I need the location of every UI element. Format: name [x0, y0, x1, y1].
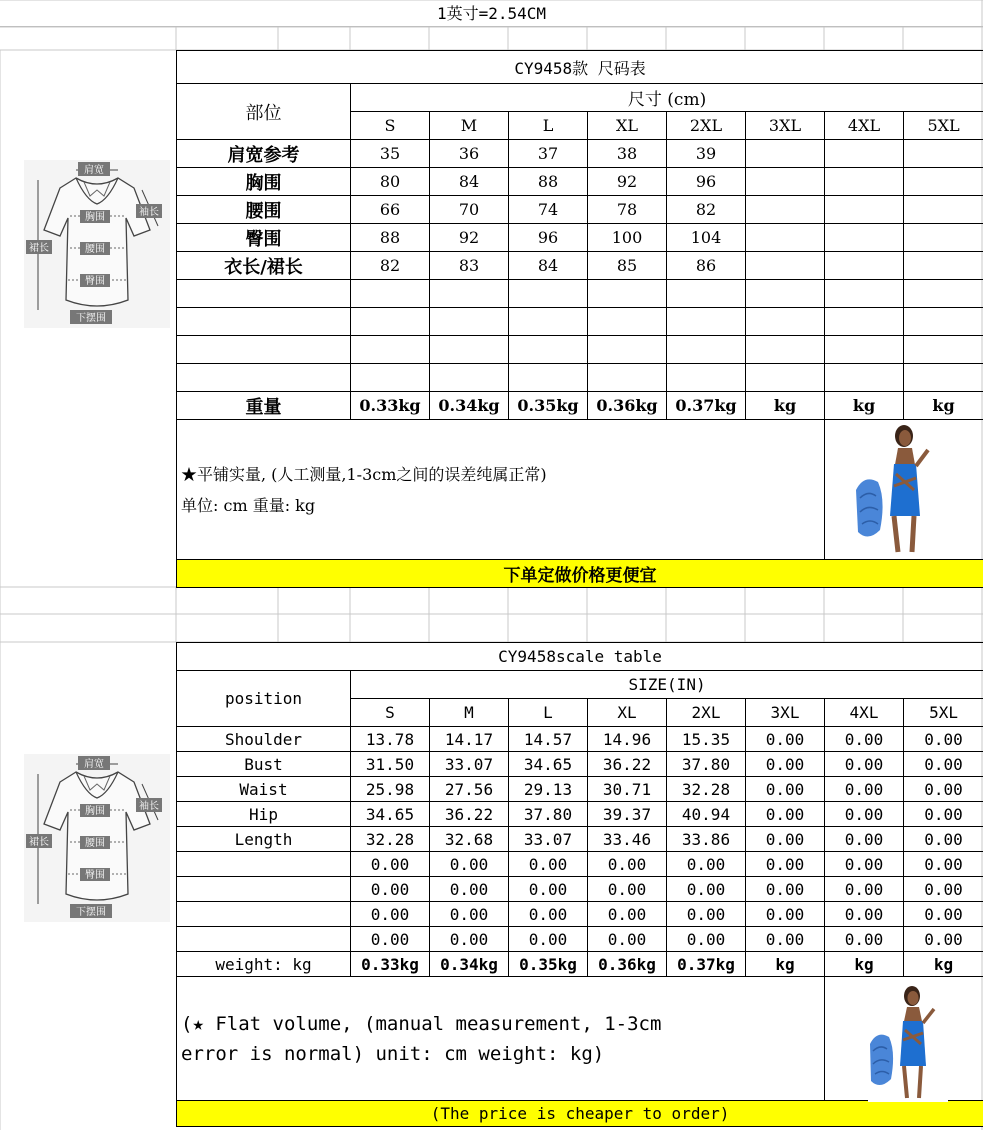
weight-cell: 0.33kg — [351, 952, 430, 977]
weight-cell: 0.36kg — [588, 392, 667, 420]
table-cell: 0.00 — [904, 752, 983, 777]
table-cell: 0.00 — [509, 877, 588, 902]
table-cell — [904, 252, 983, 280]
table-cell: 0.00 — [509, 852, 588, 877]
row-label — [177, 927, 351, 952]
row-label: Bust — [177, 752, 351, 777]
table-cell: 25.98 — [351, 777, 430, 802]
table-cell: 0.00 — [904, 927, 983, 952]
table-cell: 88 — [509, 168, 588, 196]
table-row — [177, 140, 983, 168]
table-cell: 36 — [430, 140, 509, 168]
weight-cell: kg — [904, 392, 983, 420]
table-cell — [825, 252, 904, 280]
table-cell: 32.28 — [667, 777, 746, 802]
weight-cell: kg — [825, 392, 904, 420]
table-cell: 0.00 — [351, 852, 430, 877]
weight-label: 重量 — [177, 392, 351, 420]
row-label — [177, 852, 351, 877]
table-cell: 0.00 — [667, 852, 746, 877]
table-cell: 0.00 — [588, 852, 667, 877]
diagram-label: 肩宽 — [84, 165, 104, 176]
table-cell: 0.00 — [588, 927, 667, 952]
table-cell: 0.00 — [667, 927, 746, 952]
weight-cell: 0.34kg — [430, 952, 509, 977]
table-cell: 14.17 — [430, 727, 509, 752]
diagram-label: 袖长 — [139, 207, 159, 218]
size-col-header: XL — [588, 699, 667, 727]
table-cell: 14.57 — [509, 727, 588, 752]
table-cell: 0.00 — [825, 827, 904, 852]
table-cell — [904, 168, 983, 196]
diagram-label: 腰围 — [85, 838, 105, 849]
table-cell: 0.00 — [430, 927, 509, 952]
table-cell: 100 — [588, 224, 667, 252]
table-cell: 0.00 — [430, 877, 509, 902]
table-cell: 0.00 — [588, 902, 667, 927]
inch-conversion-note: 1英寸=2.54CM — [0, 0, 983, 27]
table-cell: 37.80 — [667, 752, 746, 777]
weight-cell: kg — [746, 392, 825, 420]
table-cell: 37.80 — [509, 802, 588, 827]
table-cell: 96 — [509, 224, 588, 252]
table-cell: 0.00 — [904, 802, 983, 827]
row-label: 衣长/裙长 — [177, 252, 351, 280]
diagram-label: 下摆围 — [76, 907, 106, 918]
table-row — [177, 224, 983, 252]
table-row — [177, 777, 983, 802]
table-cell: 38 — [588, 140, 667, 168]
table-cell: 15.35 — [667, 727, 746, 752]
table-cell: 82 — [351, 252, 430, 280]
table-cell: 0.00 — [904, 777, 983, 802]
table-row — [177, 752, 983, 777]
table-cell: 0.00 — [667, 902, 746, 927]
size-col-header: 4XL — [825, 699, 904, 727]
table-cell: 0.00 — [351, 927, 430, 952]
weight-cell: 0.37kg — [667, 392, 746, 420]
measurement-note — [177, 977, 825, 1101]
table-cell: 39.37 — [588, 802, 667, 827]
size-col-header: XL — [588, 112, 667, 140]
note-line: 单位: cm 重量: kg — [181, 495, 316, 515]
table-cell: 84 — [430, 168, 509, 196]
table-cell: 0.00 — [746, 827, 825, 852]
table-cell: 0.00 — [825, 802, 904, 827]
table-row — [177, 827, 983, 852]
weight-cell: kg — [825, 952, 904, 977]
table-cell: 32.68 — [430, 827, 509, 852]
table-cell: 0.00 — [509, 927, 588, 952]
table-cell — [904, 196, 983, 224]
note-line: ★平铺实量, (人工测量,1-3cm之间的误差纯属正常) — [181, 464, 547, 484]
table-cell: 0.00 — [746, 802, 825, 827]
row-label — [177, 877, 351, 902]
table-cell: 0.00 — [430, 852, 509, 877]
table-cell: 33.86 — [667, 827, 746, 852]
table-cell: 27.56 — [430, 777, 509, 802]
table-cell: 0.00 — [509, 902, 588, 927]
size-table-en — [176, 642, 983, 1127]
size-col-header: 4XL — [825, 112, 904, 140]
table-row — [177, 927, 983, 952]
measurement-note — [177, 420, 825, 560]
table-cell — [904, 224, 983, 252]
weight-label: weight: kg — [177, 952, 351, 977]
table-cell: 35 — [351, 140, 430, 168]
table-cell — [825, 224, 904, 252]
table-cell: 0.00 — [904, 877, 983, 902]
position-header: position — [177, 671, 351, 727]
table-row — [177, 802, 983, 827]
row-label: Waist — [177, 777, 351, 802]
table-cell: 33.07 — [509, 827, 588, 852]
table-cell: 70 — [430, 196, 509, 224]
table-cell: 85 — [588, 252, 667, 280]
size-header: SIZE(IN) — [351, 671, 983, 699]
size-col-header: L — [509, 699, 588, 727]
table-title: CY9458款 尺码表 — [177, 51, 983, 84]
weight-row — [177, 952, 983, 977]
table-cell: 0.00 — [746, 752, 825, 777]
price-banner: 下单定做价格更便宜 — [177, 560, 983, 588]
table-cell: 0.00 — [746, 927, 825, 952]
note-line: (★ Flat volume, (manual measurement, 1-3cm — [181, 1012, 662, 1035]
note-line: error is normal) unit: cm weight: kg) — [181, 1042, 605, 1065]
table-cell: 88 — [351, 224, 430, 252]
weight-cell: 0.34kg — [430, 392, 509, 420]
table-cell: 36.22 — [588, 752, 667, 777]
table-cell: 14.96 — [588, 727, 667, 752]
table-cell: 0.00 — [825, 877, 904, 902]
table-cell: 0.00 — [430, 902, 509, 927]
table-cell: 33.46 — [588, 827, 667, 852]
weight-cell: kg — [746, 952, 825, 977]
table-cell: 80 — [351, 168, 430, 196]
table-row — [177, 877, 983, 902]
product-photo — [868, 982, 948, 1102]
table-cell — [746, 140, 825, 168]
table-cell: 84 — [509, 252, 588, 280]
table-cell: 36.22 — [430, 802, 509, 827]
table-cell: 0.00 — [746, 777, 825, 802]
weight-cell: 0.35kg — [509, 952, 588, 977]
diagram-label: 裙长 — [29, 837, 49, 848]
table-cell: 96 — [667, 168, 746, 196]
weight-row — [177, 392, 983, 420]
table-cell — [825, 140, 904, 168]
table-row — [177, 852, 983, 877]
table-cell: 0.00 — [825, 752, 904, 777]
table-row — [177, 168, 983, 196]
table-cell: 39 — [667, 140, 746, 168]
table-cell: 37 — [509, 140, 588, 168]
table-cell — [746, 224, 825, 252]
table-cell: 92 — [430, 224, 509, 252]
table-cell: 0.00 — [667, 877, 746, 902]
diagram-label: 臀围 — [85, 276, 105, 287]
row-label: Length — [177, 827, 351, 852]
table-cell: 86 — [667, 252, 746, 280]
table-cell: 0.00 — [904, 727, 983, 752]
weight-cell: 0.36kg — [588, 952, 667, 977]
product-photo — [854, 420, 944, 556]
table-cell: 0.00 — [825, 852, 904, 877]
table-cell: 0.00 — [746, 902, 825, 927]
table-cell — [904, 140, 983, 168]
table-cell: 0.00 — [904, 852, 983, 877]
size-col-header: S — [351, 699, 430, 727]
table-cell — [825, 196, 904, 224]
size-col-header: M — [430, 112, 509, 140]
table-cell: 0.00 — [904, 827, 983, 852]
row-label: 腰围 — [177, 196, 351, 224]
size-col-header: M — [430, 699, 509, 727]
table-cell: 29.13 — [509, 777, 588, 802]
weight-cell: 0.33kg — [351, 392, 430, 420]
weight-cell: kg — [904, 952, 983, 977]
table-cell: 0.00 — [746, 727, 825, 752]
diagram-label: 裙长 — [29, 243, 49, 254]
size-col-header: 5XL — [904, 112, 983, 140]
table-row-empty — [177, 280, 983, 308]
table-row — [177, 252, 983, 280]
table-title: CY9458scale table — [177, 643, 983, 671]
table-cell: 40.94 — [667, 802, 746, 827]
table-cell: 13.78 — [351, 727, 430, 752]
table-row — [177, 902, 983, 927]
diagram-label: 下摆围 — [76, 313, 106, 324]
table-cell — [746, 196, 825, 224]
table-cell: 74 — [509, 196, 588, 224]
row-label: 胸围 — [177, 168, 351, 196]
table-cell: 0.00 — [746, 877, 825, 902]
dress-measurement-diagram — [24, 160, 170, 328]
table-cell: 0.00 — [904, 902, 983, 927]
size-col-header: 3XL — [746, 699, 825, 727]
row-label: Hip — [177, 802, 351, 827]
table-cell — [746, 168, 825, 196]
table-cell — [825, 168, 904, 196]
table-cell: 66 — [351, 196, 430, 224]
table-cell: 31.50 — [351, 752, 430, 777]
diagram-label: 袖长 — [139, 801, 159, 812]
size-header: 尺寸 (cm) — [351, 84, 983, 112]
table-cell: 34.65 — [351, 802, 430, 827]
table-cell: 0.00 — [588, 877, 667, 902]
table-cell: 33.07 — [430, 752, 509, 777]
table-cell: 82 — [667, 196, 746, 224]
table-row — [177, 727, 983, 752]
table-cell: 0.00 — [825, 777, 904, 802]
table-cell: 0.00 — [825, 902, 904, 927]
table-cell: 32.28 — [351, 827, 430, 852]
diagram-label: 胸围 — [85, 806, 105, 817]
table-cell: 34.65 — [509, 752, 588, 777]
table-row-empty — [177, 364, 983, 392]
diagram-label: 胸围 — [85, 212, 105, 223]
table-row-empty — [177, 308, 983, 336]
table-cell: 104 — [667, 224, 746, 252]
size-col-header: 5XL — [904, 699, 983, 727]
table-row-empty — [177, 336, 983, 364]
size-col-header: S — [351, 112, 430, 140]
table-cell: 30.71 — [588, 777, 667, 802]
size-col-header: 2XL — [667, 112, 746, 140]
row-label: Shoulder — [177, 727, 351, 752]
row-label: 肩宽参考 — [177, 140, 351, 168]
weight-cell: 0.37kg — [667, 952, 746, 977]
table-cell: 0.00 — [825, 927, 904, 952]
position-header: 部位 — [177, 84, 351, 140]
weight-cell: 0.35kg — [509, 392, 588, 420]
diagram-label: 腰围 — [85, 244, 105, 255]
diagram-label: 臀围 — [85, 870, 105, 881]
size-col-header: 3XL — [746, 112, 825, 140]
table-cell — [746, 252, 825, 280]
table-cell: 83 — [430, 252, 509, 280]
table-cell: 0.00 — [351, 902, 430, 927]
table-cell: 78 — [588, 196, 667, 224]
table-cell: 0.00 — [825, 727, 904, 752]
diagram-label: 肩宽 — [84, 759, 104, 770]
table-row — [177, 196, 983, 224]
size-col-header: 2XL — [667, 699, 746, 727]
row-label — [177, 902, 351, 927]
size-col-header: L — [509, 112, 588, 140]
table-cell: 0.00 — [746, 852, 825, 877]
table-cell: 0.00 — [351, 877, 430, 902]
row-label: 臀围 — [177, 224, 351, 252]
price-banner: (The price is cheaper to order) — [177, 1101, 983, 1127]
table-cell: 92 — [588, 168, 667, 196]
dress-measurement-diagram — [24, 754, 170, 922]
